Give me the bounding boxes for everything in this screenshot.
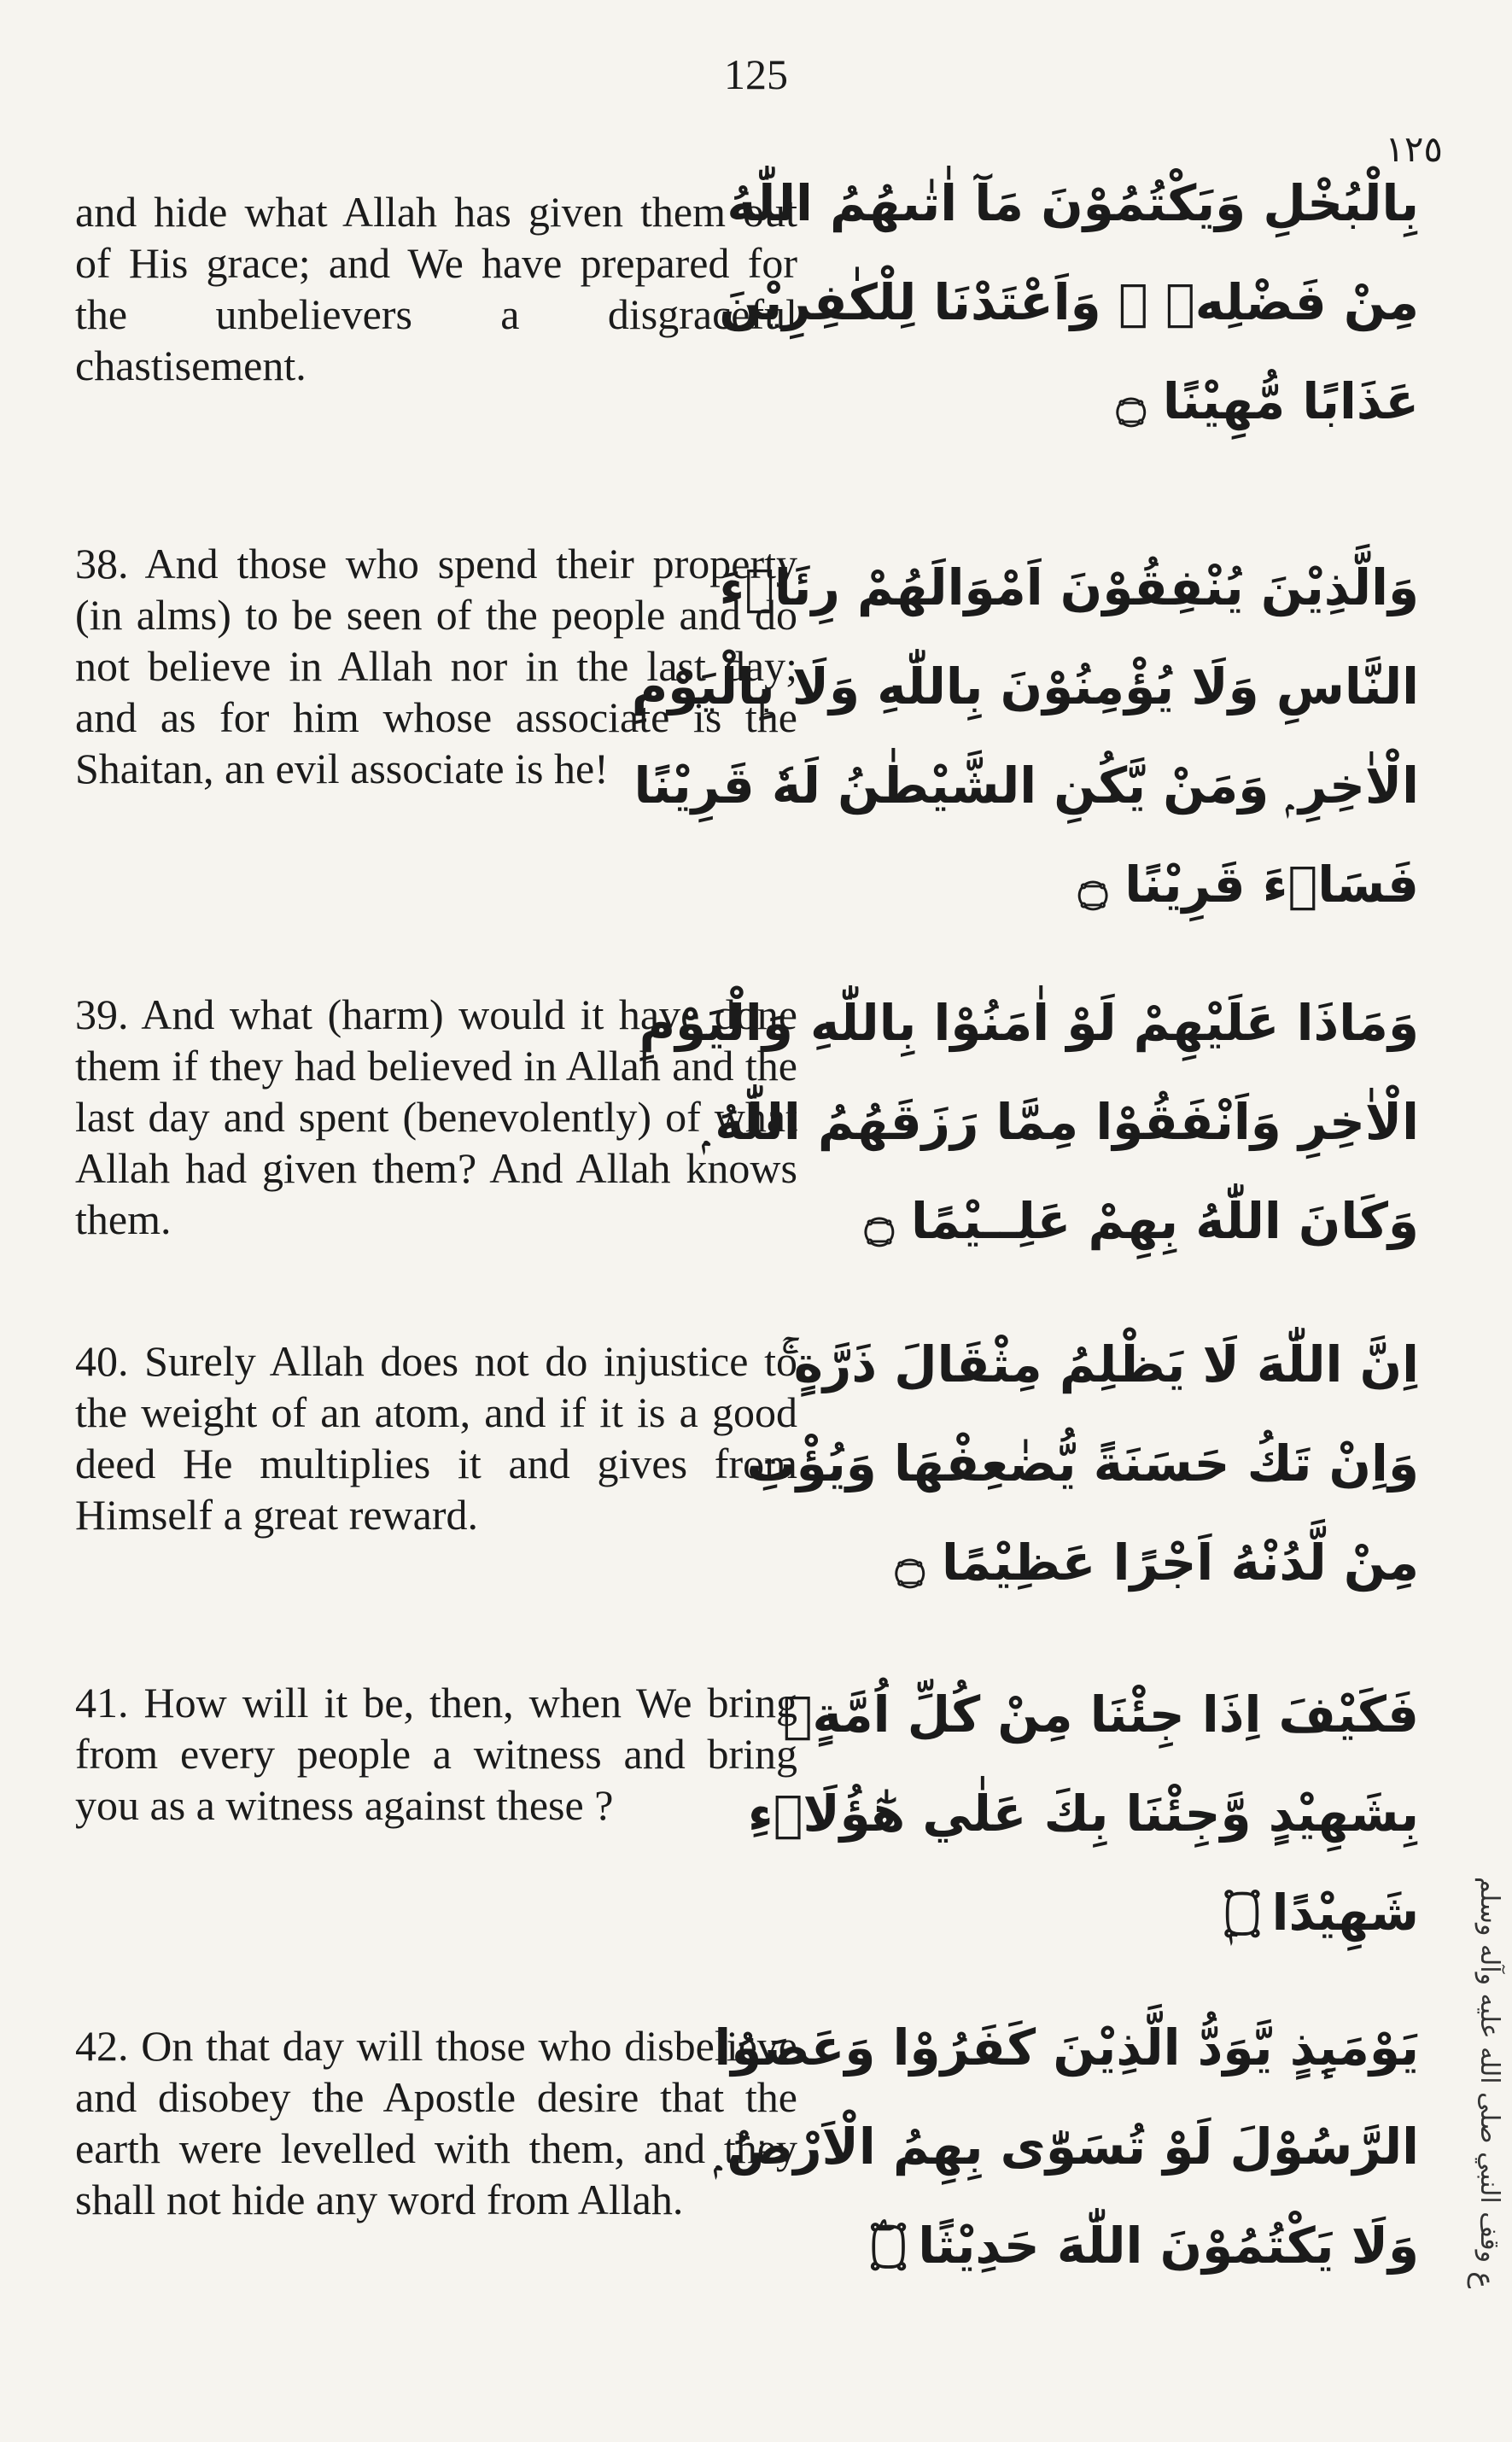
- arabic-line: وَالَّذِيْنَ يُنْفِقُوْنَ اَمْوَالَهُمْ رِئَاۗءَ: [719, 558, 1419, 616]
- arabic-line: عَذَابًا مُّهِيْنًا ۝: [1116, 372, 1419, 430]
- arabic-line: بِالْبُخْلِ وَيَكْتُمُوْنَ مَآ اٰتٰىهُمُ اللّٰهُ: [727, 174, 1419, 232]
- verse-arabic: [747, 1665, 1419, 1962]
- verse-arabic: [719, 154, 1419, 451]
- arabic-line: فَسَاۗءَ قَرِيْنًا ۝: [1078, 856, 1419, 914]
- arabic-page-number: ١٢٥: [1385, 128, 1443, 170]
- page-number: 125: [724, 50, 788, 98]
- arabic-line: الْاٰخِرِ ۭ وَمَنْ يَّكُنِ الشَّيْطٰنُ لَهٗ قَرِيْنًا: [633, 757, 1419, 815]
- arabic-line: وَلَا يَكْتُمُوْنَ اللّٰهَ حَدِيْثًا ۝ۧ: [875, 2217, 1419, 2275]
- arabic-line: وَكَانَ اللّٰهُ بِهِمْ عَلِــيْمًا ۝: [864, 1192, 1419, 1250]
- marginal-note: وقف النبي صلى الله عليه وآله وسلم: [1474, 1876, 1504, 2263]
- arabic-line: النَّاسِ وَلَا يُؤْمِنُوْنَ بِاللّٰهِ وَلَا بِالْيَوْمِ: [631, 657, 1419, 716]
- arabic-line: الرَّسُوْلَ لَوْ تُسَوّٰى بِهِمُ الْاَرْضُ ۭ: [714, 2118, 1419, 2176]
- verse-arabic: [639, 973, 1419, 1271]
- arabic-line: وَمَاذَا عَلَيْهِمْ لَوْ اٰمَنُوْا بِاللّٰهِ وَالْيَوْمِ: [639, 994, 1419, 1052]
- verse-english: 42. On that day will those who disbelieve and disobey the Apostle desire that the earth were levelled with them, and they shall not hide any word from Allah.: [75, 2022, 797, 2223]
- arabic-line: الْاٰخِرِ وَاَنْفَقُوْا مِمَّا رَزَقَهُمُ اللّٰهُ ۭ: [702, 1093, 1419, 1151]
- arabic-line: فَكَيْفَ اِذَا جِئْنَا مِنْ كُلِّ اُمَّةٍۢ: [782, 1685, 1419, 1744]
- verse-arabic: [714, 1998, 1419, 2295]
- verse-english: 39. And what (harm) would it have done them if they had believed in Allah and the last day and spent (benevolently) of what Allah had given them? And Allah knows them.: [75, 990, 797, 1243]
- verse-english: 38. And those who spend their property (in alms) to be seen of the people and do not believe in Allah nor in the last day; and as for him whose associate is the Shaitan, an evil associate is he!: [75, 540, 797, 792]
- verse-english: 41. How will it be, then, when We bring from every people a witness and bring you as a witness against these ?: [75, 1679, 797, 1829]
- arabic-line: وَاِنْ تَكُ حَسَنَةً يُّضٰعِفْھَا وَيُؤْتِ: [746, 1434, 1419, 1493]
- arabic-line: مِنْ لَّدُنْهُ اَجْرًا عَظِيْمًا ۝: [895, 1534, 1419, 1592]
- arabic-line: مِنْ فَضْلِهٖ ۭ وَاَعْتَدْنَا لِلْكٰفِرِيْنَ: [719, 273, 1419, 331]
- verse-english: and hide what Allah has given them out of His grace; and We have prepared for the unbelievers a disgraceful chastisement.: [75, 188, 797, 389]
- verse-arabic: [746, 1315, 1419, 1612]
- verse-english: 40. Surely Allah does not do injustice to the weight of an atom, and if it is a good deed He multiplies it and gives from Himself a great reward.: [75, 1337, 797, 1539]
- arabic-line: يَوْمَىِٕذٍ يَّوَدُّ الَّذِيْنَ كَفَرُوْا وَعَصَوُا: [714, 2018, 1419, 2077]
- arabic-line: اِنَّ اللّٰهَ لَا يَظْلِمُ مِثْقَالَ ذَرَّةٍ ۚ: [781, 1335, 1419, 1393]
- arabic-line: شَهِيْدًا ۝ۭ: [1229, 1884, 1419, 1942]
- arabic-line: بِشَهِيْدٍ وَّجِئْنَا بِكَ عَلٰي هٰٓؤُلَاۗءِ: [747, 1785, 1419, 1843]
- verse-arabic: [631, 538, 1419, 934]
- ruku-marker: ع: [1467, 2271, 1501, 2289]
